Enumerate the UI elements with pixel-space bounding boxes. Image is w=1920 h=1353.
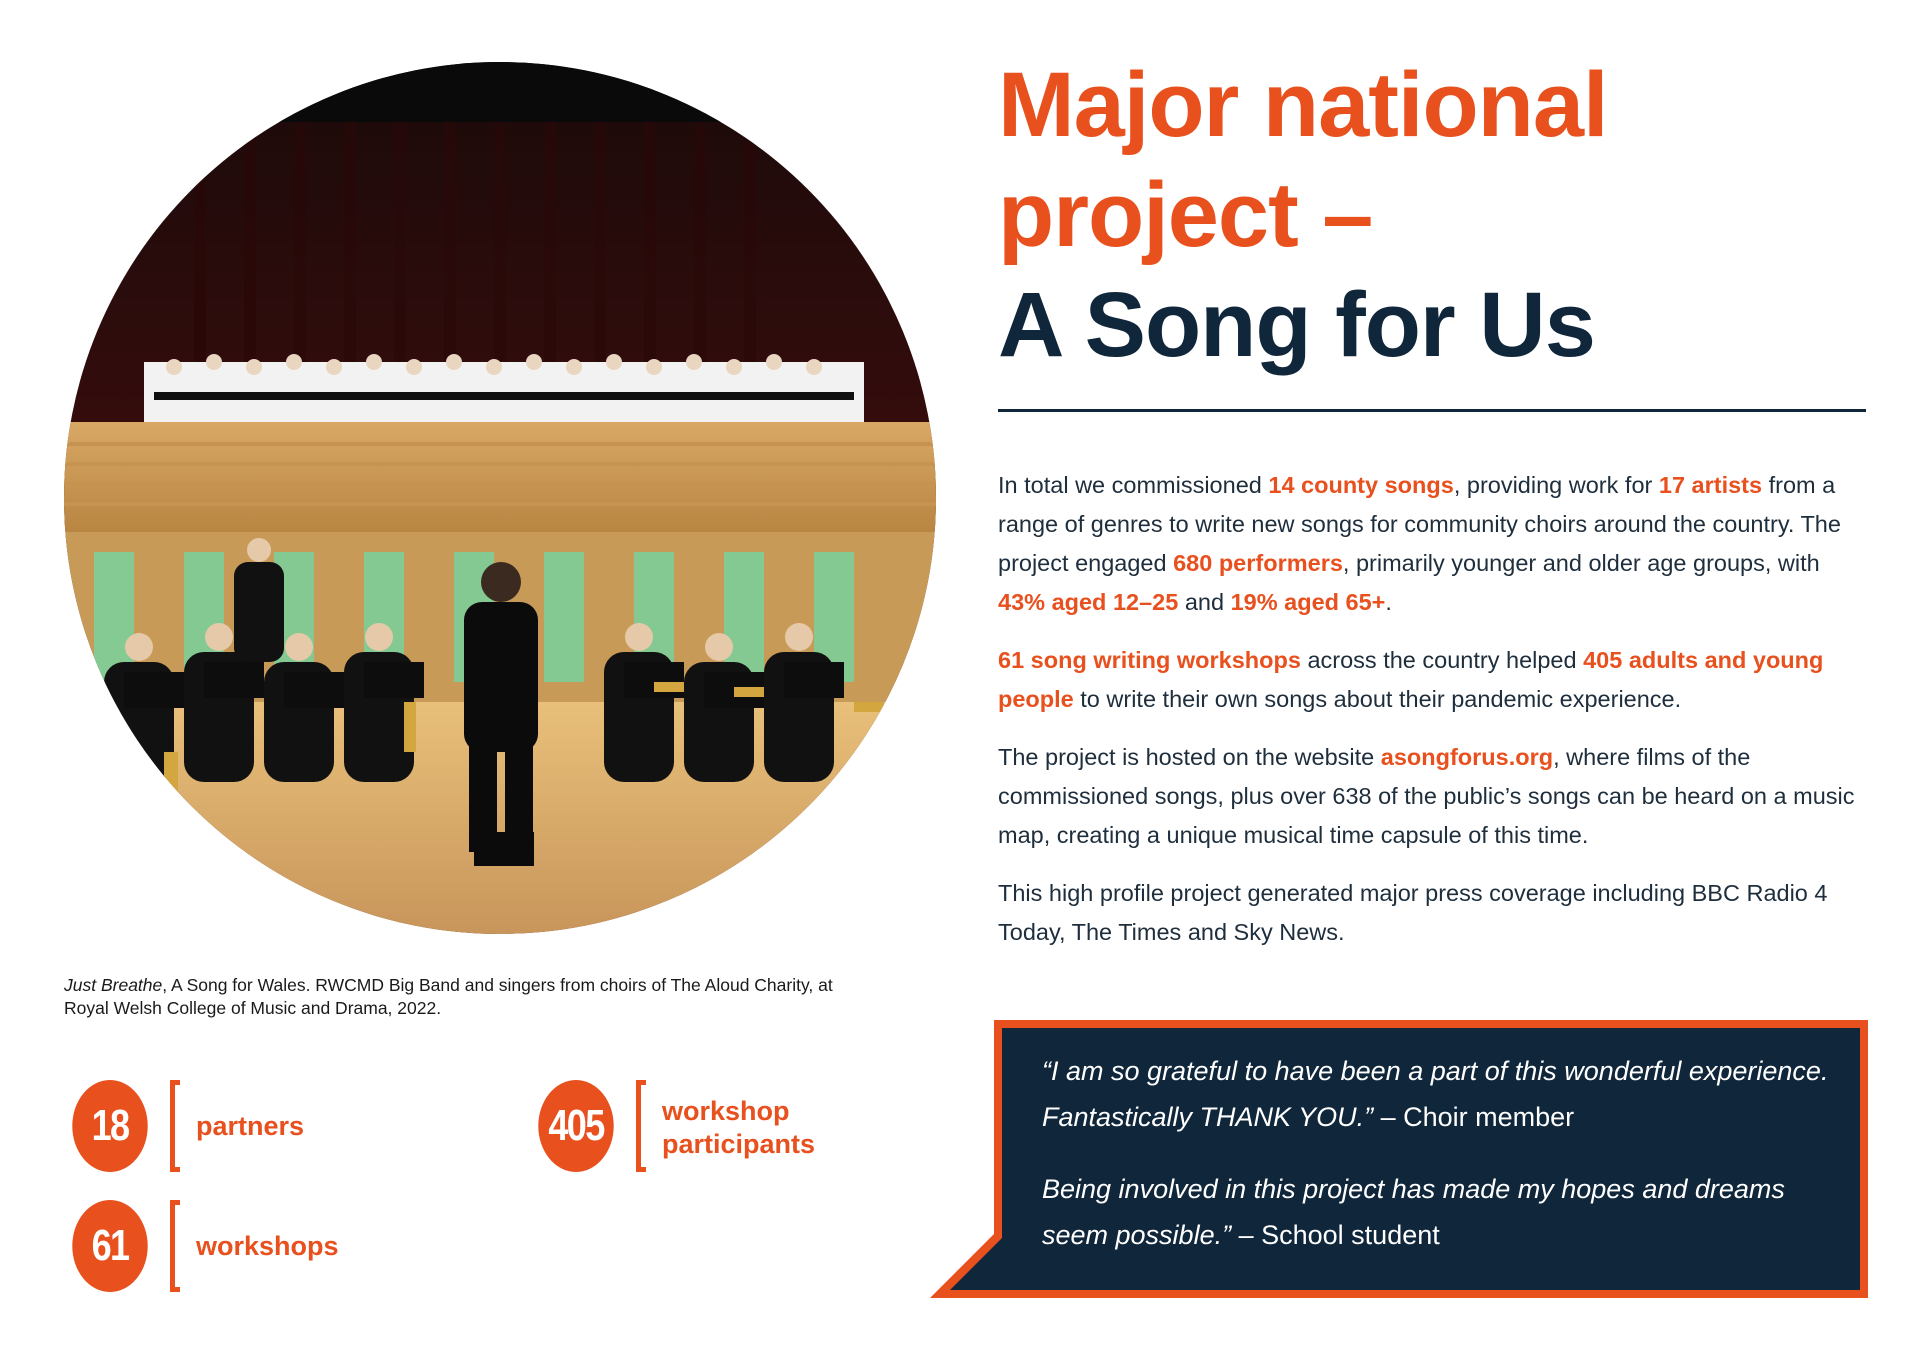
quote-2 [1042, 1166, 1842, 1258]
caption-rest: , A Song for Wales. RWCMD Big Band and singers from choirs of The Aloud Charity, at [162, 975, 833, 995]
highlight: 43% aged 12–25 [998, 589, 1179, 615]
stat-number: 405 [538, 1080, 613, 1172]
body-text [998, 466, 1870, 971]
stat-label-line2: participants [662, 1129, 816, 1159]
text: , where films of the commissioned songs, plus over 638 of the public’s songs can be heard on a music map, creating a unique musical time capsule of this time. [998, 744, 1855, 848]
stat-number: 61 [72, 1200, 147, 1292]
text: to write their own songs about their pandemic experience. [1073, 686, 1682, 712]
highlight: 680 performers [1173, 550, 1343, 576]
quote-italic: “I am so grateful to have been a part of this wonderful experience. Fantastically THANK YOU.” [1042, 1056, 1829, 1132]
paragraph-2 [998, 641, 1870, 719]
bracket-icon [636, 1080, 646, 1172]
highlight: 17 artists [1658, 472, 1763, 498]
text: , providing work for [1453, 472, 1659, 498]
title-divider [998, 409, 1866, 412]
text: The project is hosted on the website [998, 744, 1381, 770]
quote-text [1042, 1048, 1842, 1284]
stat-label-line1: workshop [662, 1096, 790, 1126]
paragraph-4: This high profile project generated major press coverage including BBC Radio 4 Today, The Times and Sky News. [998, 880, 1828, 945]
paragraph-1 [998, 466, 1870, 622]
text: In total we commissioned [998, 472, 1269, 498]
quote-box [926, 1016, 1872, 1302]
quote-italic: Being involved in this project has made my hopes and dreams seem possible.” [1042, 1174, 1785, 1250]
page-title [998, 50, 1878, 380]
text: and [1178, 589, 1231, 615]
stat-label [662, 1095, 815, 1161]
caption-line2: Royal Welsh College of Music and Drama, 2022. [64, 998, 442, 1018]
bracket-icon [170, 1200, 180, 1292]
stat-label: workshops [196, 1231, 339, 1261]
text: , primarily younger and older age groups, with [1342, 550, 1820, 576]
title-line2: project – [998, 164, 1373, 266]
website-link[interactable]: asongforus.org [1380, 744, 1554, 770]
quote-1 [1042, 1048, 1842, 1140]
text: . [1385, 589, 1392, 615]
text: from a range of genres to write new songs for community choirs around the country. The project engaged [998, 472, 1841, 576]
photo-caption [64, 974, 944, 1020]
bracket-icon [170, 1080, 180, 1172]
stat-label: partners [196, 1111, 305, 1141]
caption-italic: Just Breathe [64, 975, 163, 995]
highlight: 61 song writing workshops [998, 647, 1301, 673]
highlight: 19% aged 65+ [1230, 589, 1386, 615]
concert-photo [64, 62, 936, 934]
stat-number: 18 [72, 1080, 147, 1172]
quote-attribution: – School student [1231, 1220, 1440, 1250]
title-line1: Major national [998, 54, 1608, 156]
concert-hall-illustration [64, 62, 936, 934]
highlight: 405 adults and young people [998, 647, 1824, 712]
quote-attribution: – Choir member [1373, 1102, 1575, 1132]
text: across the country helped [1300, 647, 1584, 673]
paragraph-3 [998, 738, 1870, 855]
title-line3: A Song for Us [998, 274, 1595, 376]
highlight: 14 county songs [1268, 472, 1454, 498]
